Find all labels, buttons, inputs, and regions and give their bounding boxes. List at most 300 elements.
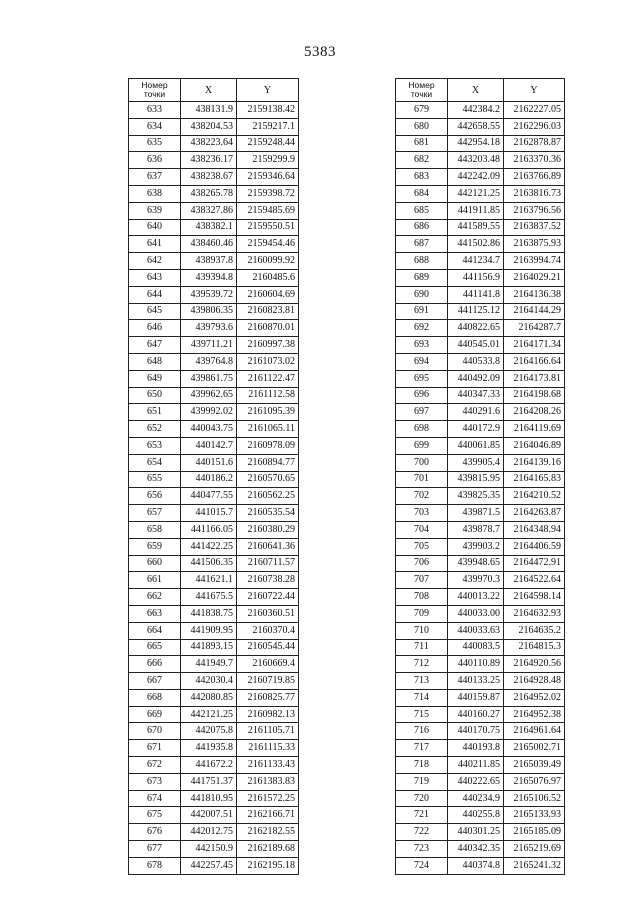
point-number-cell: 682	[396, 152, 448, 169]
point-number-cell: 706	[396, 555, 448, 572]
table-row	[396, 454, 565, 471]
y-coordinate-cell: 2163370.36	[504, 152, 565, 169]
point-number-cell: 691	[396, 303, 448, 320]
table-row	[129, 286, 299, 303]
point-number-cell: 703	[396, 505, 448, 522]
x-coordinate-cell: 441675.5	[181, 589, 237, 606]
table-row	[129, 421, 299, 438]
y-coordinate-cell: 2161112.58	[237, 387, 299, 404]
table-row	[396, 202, 565, 219]
point-number-cell: 689	[396, 269, 448, 286]
point-number-cell: 716	[396, 723, 448, 740]
x-coordinate-cell: 440822.65	[448, 320, 504, 337]
table-row	[396, 824, 565, 841]
point-number-cell: 656	[129, 488, 181, 505]
point-number-cell: 676	[129, 824, 181, 841]
point-number-cell: 683	[396, 169, 448, 186]
table-row	[129, 236, 299, 253]
x-coordinate-cell: 441893.15	[181, 639, 237, 656]
x-coordinate-cell: 440545.01	[448, 337, 504, 354]
table-row	[396, 387, 565, 404]
point-number-cell: 698	[396, 421, 448, 438]
y-coordinate-cell: 2161065.11	[237, 421, 299, 438]
x-coordinate-cell: 438238.67	[181, 169, 237, 186]
point-number-cell: 677	[129, 841, 181, 858]
y-coordinate-cell: 2164046.89	[504, 437, 565, 454]
table-row	[396, 555, 565, 572]
table-row	[396, 673, 565, 690]
x-coordinate-cell: 439825.35	[448, 488, 504, 505]
x-coordinate-cell: 441621.1	[181, 572, 237, 589]
y-coordinate-cell: 2160360.51	[237, 605, 299, 622]
table-row	[396, 605, 565, 622]
table-row	[129, 303, 299, 320]
table-row	[396, 740, 565, 757]
x-coordinate-cell: 438265.78	[181, 185, 237, 202]
table-row	[129, 404, 299, 421]
y-coordinate-cell: 2160370.4	[237, 622, 299, 639]
x-coordinate-cell: 440170.75	[448, 723, 504, 740]
table-row	[396, 320, 565, 337]
y-coordinate-cell: 2159398.72	[237, 185, 299, 202]
table-row	[396, 656, 565, 673]
y-coordinate-cell: 2164171.34	[504, 337, 565, 354]
point-number-cell: 657	[129, 505, 181, 522]
table-row	[396, 421, 565, 438]
point-number-cell: 686	[396, 219, 448, 236]
left-table-body	[129, 102, 299, 875]
point-number-cell: 638	[129, 185, 181, 202]
table-row	[129, 202, 299, 219]
x-coordinate-cell: 440151.6	[181, 454, 237, 471]
x-coordinate-cell: 439962.65	[181, 387, 237, 404]
x-coordinate-cell: 440234.9	[448, 790, 504, 807]
table-row	[396, 706, 565, 723]
table-row	[396, 135, 565, 152]
y-coordinate-cell: 2164173.81	[504, 370, 565, 387]
point-number-cell: 692	[396, 320, 448, 337]
point-number-cell: 719	[396, 773, 448, 790]
y-coordinate-cell: 2162195.18	[237, 857, 299, 874]
point-number-cell: 714	[396, 689, 448, 706]
y-coordinate-cell: 2160982.13	[237, 706, 299, 723]
x-coordinate-cell: 441502.86	[448, 236, 504, 253]
point-number-cell: 644	[129, 286, 181, 303]
x-coordinate-cell: 442150.9	[181, 841, 237, 858]
coordinates-table-right	[395, 78, 565, 875]
y-coordinate-cell: 2162166.71	[237, 807, 299, 824]
point-number-cell: 647	[129, 337, 181, 354]
y-coordinate-cell: 2165002.71	[504, 740, 565, 757]
point-number-cell: 665	[129, 639, 181, 656]
y-coordinate-cell: 2159248.44	[237, 135, 299, 152]
table-row	[129, 337, 299, 354]
table-row	[396, 538, 565, 555]
point-number-cell: 679	[396, 102, 448, 119]
point-number-cell: 669	[129, 706, 181, 723]
y-coordinate-cell: 2163766.89	[504, 169, 565, 186]
point-number-cell: 701	[396, 471, 448, 488]
y-coordinate-cell: 2160669.4	[237, 656, 299, 673]
point-number-cell: 673	[129, 773, 181, 790]
table-row	[129, 135, 299, 152]
table-row	[396, 521, 565, 538]
x-coordinate-cell: 440186.2	[181, 471, 237, 488]
point-number-cell: 672	[129, 757, 181, 774]
table-row	[396, 488, 565, 505]
point-number-cell: 635	[129, 135, 181, 152]
x-coordinate-cell: 442384.2	[448, 102, 504, 119]
y-coordinate-cell: 2159485.69	[237, 202, 299, 219]
y-coordinate-cell: 2164198.68	[504, 387, 565, 404]
point-number-cell: 693	[396, 337, 448, 354]
y-coordinate-cell: 2164210.52	[504, 488, 565, 505]
table-row	[129, 471, 299, 488]
x-coordinate-cell: 440133.25	[448, 673, 504, 690]
x-coordinate-cell: 440477.55	[181, 488, 237, 505]
table-row	[129, 387, 299, 404]
y-coordinate-cell: 2164472.91	[504, 555, 565, 572]
x-coordinate-cell: 439905.4	[448, 454, 504, 471]
point-number-cell: 702	[396, 488, 448, 505]
x-coordinate-cell: 441156.9	[448, 269, 504, 286]
point-number-cell: 643	[129, 269, 181, 286]
point-number-header	[129, 79, 181, 102]
y-coordinate-cell: 2159346.64	[237, 169, 299, 186]
table-row	[396, 773, 565, 790]
y-coordinate-cell: 2161122.47	[237, 370, 299, 387]
x-coordinate-cell: 440033.63	[448, 622, 504, 639]
y-coordinate-cell: 2165039.49	[504, 757, 565, 774]
y-coordinate-cell: 2160535.54	[237, 505, 299, 522]
table-row	[129, 219, 299, 236]
point-number-header	[396, 79, 448, 102]
y-coordinate-cell: 2160719.85	[237, 673, 299, 690]
y-coordinate-cell: 2164139.16	[504, 454, 565, 471]
y-coordinate-cell: 2163837.52	[504, 219, 565, 236]
point-number-cell: 650	[129, 387, 181, 404]
table-row	[129, 790, 299, 807]
point-number-cell: 659	[129, 538, 181, 555]
table-row	[129, 118, 299, 135]
y-coordinate-cell: 2164598.14	[504, 589, 565, 606]
x-coordinate-cell: 439806.35	[181, 303, 237, 320]
table-row	[129, 673, 299, 690]
y-coordinate-cell: 2164165.83	[504, 471, 565, 488]
y-coordinate-cell: 2165241.32	[504, 857, 565, 874]
table-row	[129, 253, 299, 270]
point-number-cell: 680	[396, 118, 448, 135]
y-coordinate-cell: 2164119.69	[504, 421, 565, 438]
y-coordinate-cell: 2160870.01	[237, 320, 299, 337]
point-number-cell: 684	[396, 185, 448, 202]
point-number-cell: 640	[129, 219, 181, 236]
table-row	[129, 353, 299, 370]
point-number-cell: 709	[396, 605, 448, 622]
point-number-cell: 671	[129, 740, 181, 757]
y-coordinate-cell: 2162878.87	[504, 135, 565, 152]
table-row	[129, 605, 299, 622]
y-coordinate-cell: 2164263.87	[504, 505, 565, 522]
point-number-cell: 668	[129, 689, 181, 706]
point-number-cell: 720	[396, 790, 448, 807]
table-row	[129, 152, 299, 169]
x-coordinate-cell: 440013.22	[448, 589, 504, 606]
point-number-cell: 653	[129, 437, 181, 454]
point-number-header-line1: Номер	[141, 79, 168, 90]
table-row	[129, 437, 299, 454]
point-number-cell: 678	[129, 857, 181, 874]
table-row	[396, 269, 565, 286]
x-coordinate-cell: 440211.85	[448, 757, 504, 774]
y-coordinate-cell: 2164029.21	[504, 269, 565, 286]
table-row	[396, 689, 565, 706]
coordinates-table-left	[128, 78, 299, 875]
point-number-cell: 687	[396, 236, 448, 253]
y-coordinate-cell: 2159454.46	[237, 236, 299, 253]
table-row	[396, 757, 565, 774]
point-number-cell: 666	[129, 656, 181, 673]
x-coordinate-cell: 438327.86	[181, 202, 237, 219]
point-number-cell: 708	[396, 589, 448, 606]
point-number-cell: 646	[129, 320, 181, 337]
x-coordinate-cell: 441015.7	[181, 505, 237, 522]
x-coordinate-cell: 438131.9	[181, 102, 237, 119]
y-coordinate-cell: 2161115.33	[237, 740, 299, 757]
x-coordinate-cell: 440533.8	[448, 353, 504, 370]
x-coordinate-cell: 441234.7	[448, 253, 504, 270]
x-coordinate-cell: 441751.37	[181, 773, 237, 790]
x-coordinate-cell: 441909.95	[181, 622, 237, 639]
x-coordinate-cell: 439815.95	[448, 471, 504, 488]
page-number: 5383	[304, 44, 336, 60]
y-coordinate-cell: 2164136.38	[504, 286, 565, 303]
y-coordinate-cell: 2163816.73	[504, 185, 565, 202]
table-row	[396, 505, 565, 522]
table-row	[129, 857, 299, 874]
x-coordinate-cell: 440110.89	[448, 656, 504, 673]
table-row	[129, 370, 299, 387]
point-number-cell: 707	[396, 572, 448, 589]
x-coordinate-cell: 440172.9	[448, 421, 504, 438]
right-table-body	[396, 102, 565, 875]
point-number-cell: 652	[129, 421, 181, 438]
point-number-cell: 715	[396, 706, 448, 723]
table-row	[396, 404, 565, 421]
point-number-cell: 641	[129, 236, 181, 253]
x-coordinate-cell: 438223.64	[181, 135, 237, 152]
table-row	[396, 639, 565, 656]
x-coordinate-cell: 441810.95	[181, 790, 237, 807]
table-row	[129, 824, 299, 841]
y-coordinate-cell: 2160570.65	[237, 471, 299, 488]
point-number-cell: 681	[396, 135, 448, 152]
y-coordinate-cell: 2164522.64	[504, 572, 565, 589]
y-coordinate-cell: 2160823.81	[237, 303, 299, 320]
x-coordinate-cell: 439903.2	[448, 538, 504, 555]
y-coordinate-cell: 2165185.09	[504, 824, 565, 841]
y-coordinate-cell: 2162182.55	[237, 824, 299, 841]
y-coordinate-cell: 2165219.69	[504, 841, 565, 858]
point-number-cell: 696	[396, 387, 448, 404]
table-row	[129, 723, 299, 740]
x-coordinate-cell: 439764.8	[181, 353, 237, 370]
table-row	[129, 538, 299, 555]
x-coordinate-cell: 439992.02	[181, 404, 237, 421]
point-number-cell: 688	[396, 253, 448, 270]
x-coordinate-cell: 439878.7	[448, 521, 504, 538]
y-coordinate-cell: 2162189.68	[237, 841, 299, 858]
y-coordinate-cell: 2164920.56	[504, 656, 565, 673]
table-row	[129, 740, 299, 757]
x-header: X	[448, 79, 504, 102]
x-coordinate-cell: 441935.8	[181, 740, 237, 757]
point-number-cell: 634	[129, 118, 181, 135]
point-number-cell: 721	[396, 807, 448, 824]
y-coordinate-cell: 2165106.52	[504, 790, 565, 807]
y-coordinate-cell: 2164166.64	[504, 353, 565, 370]
y-coordinate-cell: 2159138.42	[237, 102, 299, 119]
point-number-cell: 674	[129, 790, 181, 807]
x-coordinate-cell: 441141.8	[448, 286, 504, 303]
point-number-cell: 649	[129, 370, 181, 387]
y-coordinate-cell: 2165076.97	[504, 773, 565, 790]
x-coordinate-cell: 440083.5	[448, 639, 504, 656]
point-number-cell: 723	[396, 841, 448, 858]
y-coordinate-cell: 2164952.02	[504, 689, 565, 706]
x-coordinate-cell: 438204.53	[181, 118, 237, 135]
table-row	[129, 656, 299, 673]
y-coordinate-cell: 2164961.64	[504, 723, 565, 740]
table-row	[129, 773, 299, 790]
table-row	[129, 269, 299, 286]
x-coordinate-cell: 440193.8	[448, 740, 504, 757]
table-header-row	[129, 79, 299, 102]
y-coordinate-cell: 2164208.26	[504, 404, 565, 421]
point-number-cell: 664	[129, 622, 181, 639]
y-coordinate-cell: 2162296.03	[504, 118, 565, 135]
y-header: Y	[504, 79, 565, 102]
table-header-row	[396, 79, 565, 102]
table-row	[129, 185, 299, 202]
table-row	[129, 555, 299, 572]
x-coordinate-cell: 442080.85	[181, 689, 237, 706]
point-number-cell: 637	[129, 169, 181, 186]
x-coordinate-cell: 440142.7	[181, 437, 237, 454]
x-coordinate-cell: 443203.48	[448, 152, 504, 169]
point-number-cell: 690	[396, 286, 448, 303]
x-coordinate-cell: 442075.8	[181, 723, 237, 740]
x-coordinate-cell: 441422.25	[181, 538, 237, 555]
point-number-cell: 648	[129, 353, 181, 370]
table-row	[396, 102, 565, 119]
table-row	[129, 841, 299, 858]
point-number-cell: 697	[396, 404, 448, 421]
table-row	[129, 807, 299, 824]
y-coordinate-cell: 2165133.93	[504, 807, 565, 824]
x-coordinate-cell: 440492.09	[448, 370, 504, 387]
x-coordinate-cell: 441949.7	[181, 656, 237, 673]
x-coordinate-cell: 442257.45	[181, 857, 237, 874]
point-number-cell: 717	[396, 740, 448, 757]
x-coordinate-cell: 442658.55	[448, 118, 504, 135]
x-coordinate-cell: 439793.6	[181, 320, 237, 337]
table-row	[129, 706, 299, 723]
x-coordinate-cell: 438460.46	[181, 236, 237, 253]
point-number-cell: 675	[129, 807, 181, 824]
x-coordinate-cell: 441911.85	[448, 202, 504, 219]
x-coordinate-cell: 442121.25	[181, 706, 237, 723]
x-coordinate-cell: 439948.65	[448, 555, 504, 572]
y-coordinate-cell: 2161133.43	[237, 757, 299, 774]
point-number-cell: 639	[129, 202, 181, 219]
y-coordinate-cell: 2160641.36	[237, 538, 299, 555]
y-coordinate-cell: 2164632.93	[504, 605, 565, 622]
y-coordinate-cell: 2164287.7	[504, 320, 565, 337]
x-coordinate-cell: 440222.65	[448, 773, 504, 790]
table-row	[396, 370, 565, 387]
point-number-cell: 710	[396, 622, 448, 639]
x-coordinate-cell: 440347.33	[448, 387, 504, 404]
point-number-cell: 695	[396, 370, 448, 387]
x-coordinate-cell: 442007.51	[181, 807, 237, 824]
table-row	[396, 169, 565, 186]
x-coordinate-cell: 438937.8	[181, 253, 237, 270]
table-row	[396, 572, 565, 589]
y-coordinate-cell: 2160894.77	[237, 454, 299, 471]
table-row	[396, 437, 565, 454]
x-coordinate-cell: 438236.17	[181, 152, 237, 169]
point-number-cell: 667	[129, 673, 181, 690]
y-coordinate-cell: 2160825.77	[237, 689, 299, 706]
point-number-cell: 712	[396, 656, 448, 673]
point-number-cell: 658	[129, 521, 181, 538]
table-row	[129, 589, 299, 606]
y-header: Y	[237, 79, 299, 102]
x-coordinate-cell: 440342.35	[448, 841, 504, 858]
table-row	[396, 118, 565, 135]
x-coordinate-cell: 439539.72	[181, 286, 237, 303]
table-row	[396, 236, 565, 253]
x-coordinate-cell: 440033.00	[448, 605, 504, 622]
table-row	[396, 353, 565, 370]
table-row	[129, 320, 299, 337]
y-coordinate-cell: 2159550.51	[237, 219, 299, 236]
y-coordinate-cell: 2164635.2	[504, 622, 565, 639]
y-coordinate-cell: 2161105.71	[237, 723, 299, 740]
y-coordinate-cell: 2160562.25	[237, 488, 299, 505]
y-coordinate-cell: 2161572.25	[237, 790, 299, 807]
point-number-cell: 694	[396, 353, 448, 370]
table-row	[129, 505, 299, 522]
y-coordinate-cell: 2160545.44	[237, 639, 299, 656]
y-coordinate-cell: 2160380.29	[237, 521, 299, 538]
table-row	[396, 253, 565, 270]
x-coordinate-cell: 442030.4	[181, 673, 237, 690]
table-row	[396, 337, 565, 354]
y-coordinate-cell: 2160099.92	[237, 253, 299, 270]
point-number-cell: 713	[396, 673, 448, 690]
x-coordinate-cell: 440061.85	[448, 437, 504, 454]
x-coordinate-cell: 439394.8	[181, 269, 237, 286]
x-coordinate-cell: 441589.55	[448, 219, 504, 236]
point-number-cell: 718	[396, 757, 448, 774]
table-row	[396, 589, 565, 606]
y-coordinate-cell: 2164406.59	[504, 538, 565, 555]
x-coordinate-cell: 442012.75	[181, 824, 237, 841]
y-coordinate-cell: 2164144.29	[504, 303, 565, 320]
point-number-cell: 705	[396, 538, 448, 555]
